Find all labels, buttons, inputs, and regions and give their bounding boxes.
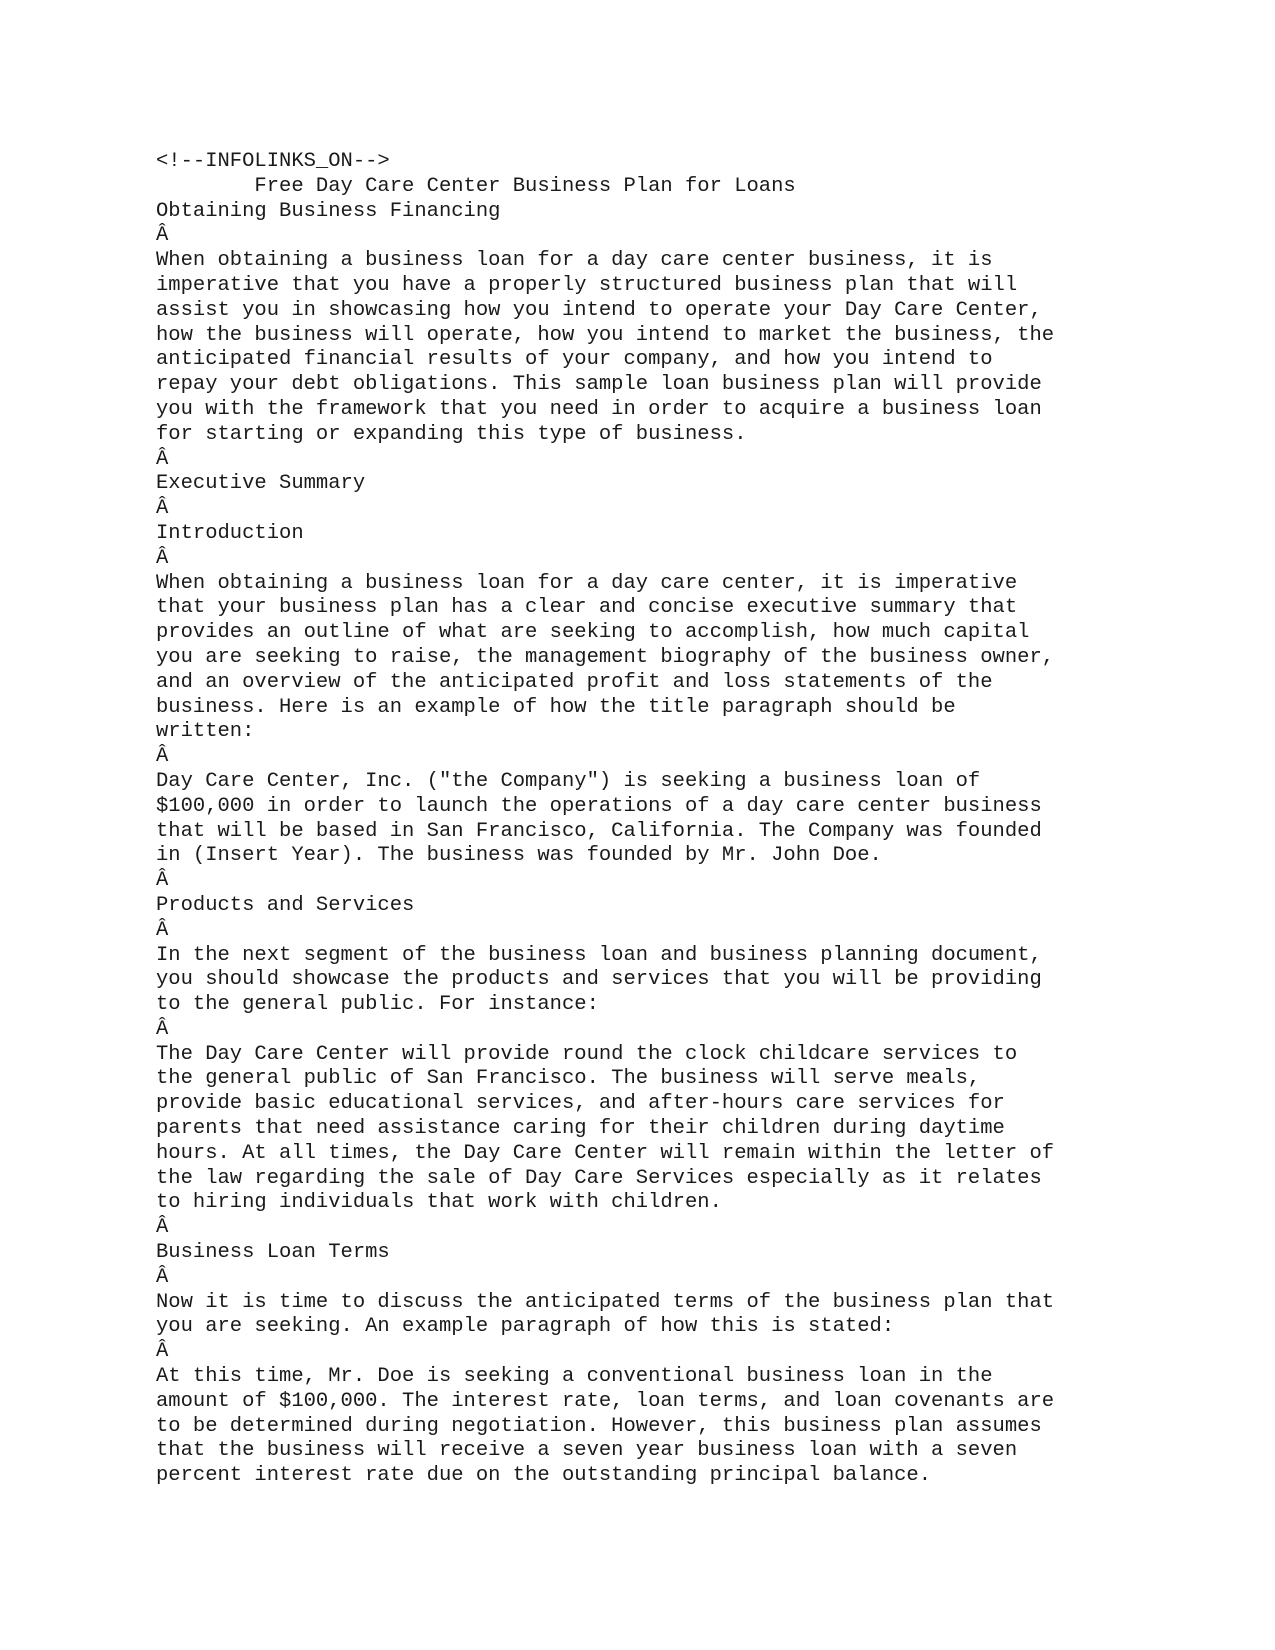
text-line: Â <box>156 1265 169 1289</box>
text-line: Â <box>156 1017 169 1041</box>
text-line: and an overview of the anticipated profit and loss statements of the <box>156 670 993 694</box>
text-line: When obtaining a business loan for a day care center, it is imperative <box>156 571 1018 595</box>
text-line: Â <box>156 447 169 471</box>
text-line: you are seeking. An example paragraph of how this is stated: <box>156 1315 895 1339</box>
text-line: Â <box>156 1340 169 1364</box>
text-line: $100,000 in order to launch the operations of a day care center business <box>156 794 1042 818</box>
text-line: At this time, Mr. Doe is seeking a conventional business loan in the <box>156 1365 993 1389</box>
text-line: Obtaining Business Financing <box>156 199 501 223</box>
text-line: Business Loan Terms <box>156 1241 390 1265</box>
text-line: <!--INFOLINKS_ON--> <box>156 150 390 173</box>
text-line: provides an outline of what are seeking to accomplish, how much capital <box>156 621 1030 645</box>
text-line: Â <box>156 546 169 570</box>
text-line: Introduction <box>156 521 304 545</box>
text-line: In the next segment of the business loan and business planning document, <box>156 943 1042 967</box>
text-line: Executive Summary <box>156 472 366 496</box>
text-line: to the general public. For instance: <box>156 993 599 1017</box>
text-line: to be determined during negotiation. However, this business plan assumes <box>156 1414 1042 1438</box>
text-line: in (Insert Year). The business was founded by Mr. John Doe. <box>156 844 882 868</box>
text-line: Â <box>156 1216 169 1240</box>
text-line: hours. At all times, the Day Care Center will remain within the letter of <box>156 1141 1055 1165</box>
text-line: parents that need assistance caring for their children during daytime <box>156 1117 1005 1141</box>
text-line: amount of $100,000. The interest rate, loan terms, and loan covenants are <box>156 1389 1055 1413</box>
text-line: provide basic educational services, and after-hours care services for <box>156 1092 1005 1116</box>
text-line: you with the framework that you need in order to acquire a business loan <box>156 397 1042 421</box>
text-line: The Day Care Center will provide round the clock childcare services to <box>156 1042 1018 1066</box>
text-line: anticipated financial results of your company, and how you intend to <box>156 348 993 372</box>
text-line: you are seeking to raise, the management biography of the business owner, <box>156 645 1055 669</box>
text-line: the general public of San Francisco. The business will serve meals, <box>156 1067 981 1091</box>
text-line: Â <box>156 869 169 893</box>
text-line: you should showcase the products and services that you will be providing <box>156 968 1042 992</box>
text-line: imperative that you have a properly structured business plan that will <box>156 273 1018 297</box>
text-line: written: <box>156 720 255 744</box>
text-line: for starting or expanding this type of business. <box>156 422 747 446</box>
text-line: Â <box>156 745 169 769</box>
text-line: the law regarding the sale of Day Care Services especially as it relates <box>156 1166 1042 1190</box>
text-line: percent interest rate due on the outstanding principal balance. <box>156 1464 932 1488</box>
text-line: business. Here is an example of how the title paragraph should be <box>156 695 956 719</box>
text-line: how the business will operate, how you intend to market the business, the <box>156 323 1055 347</box>
text-line: Day Care Center, Inc. ("the Company") is seeking a business loan of <box>156 769 981 793</box>
text-line: Free Day Care Center Business Plan for Loans <box>156 174 796 198</box>
text-line: assist you in showcasing how you intend to operate your Day Care Center, <box>156 298 1042 322</box>
text-line: to hiring individuals that work with children. <box>156 1191 722 1215</box>
text-line: that your business plan has a clear and concise executive summary that <box>156 596 1018 620</box>
text-line: Â <box>156 497 169 521</box>
text-line: Products and Services <box>156 893 415 917</box>
text-line: that the business will receive a seven year business loan with a seven <box>156 1439 1018 1463</box>
document-page <box>156 150 1236 1489</box>
text-line: that will be based in San Francisco, California. The Company was founded <box>156 819 1042 843</box>
text-line: repay your debt obligations. This sample loan business plan will provide <box>156 373 1042 397</box>
text-line: Â <box>156 224 169 248</box>
text-line: Â <box>156 918 169 942</box>
text-line: When obtaining a business loan for a day care center business, it is <box>156 249 993 273</box>
text-line: Now it is time to discuss the anticipated terms of the business plan that <box>156 1290 1055 1314</box>
